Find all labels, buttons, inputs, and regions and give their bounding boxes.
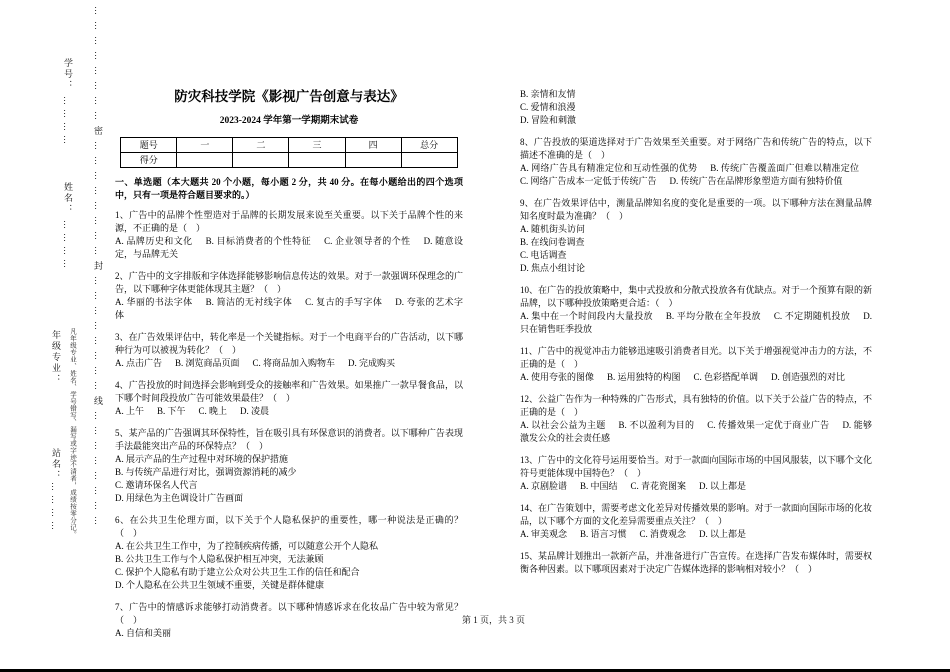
question-options (115, 405, 463, 418)
option: D. 能够激发公众的社会责任感 (520, 420, 872, 443)
question-options (520, 223, 872, 275)
question-stem: 5、某产品的广告强调其环保特性，旨在吸引具有环保意识的消费者。以下哪种广告表现手法最能突出产品的环保特点？（ ） (115, 428, 463, 451)
option: D. 以上都是 (699, 529, 747, 539)
student-id-label: 学号： (63, 58, 73, 91)
right-column (520, 88, 872, 585)
option: D. 冒险和刺激 (520, 115, 576, 125)
option: C. 网络广告成本一定低于传统广告 (520, 176, 657, 186)
option: C. 色彩搭配单调 (693, 372, 759, 382)
option: D. 以上都是 (699, 481, 747, 491)
name-write-line: ………… (62, 220, 72, 272)
option: C. 爱情和浪漫 (520, 102, 576, 112)
option: A. 点击广告 (115, 358, 162, 368)
question (520, 88, 872, 127)
question (115, 514, 463, 592)
question-options (115, 235, 463, 261)
question (520, 550, 872, 576)
site-name-label: 站名： (51, 448, 61, 481)
option: B. 在线问卷调查 (520, 237, 585, 247)
option: A. 华丽的书法字体 (115, 297, 193, 307)
question-stem: 15、某品牌计划推出一款新产品，并准备进行广告宣传。在选择广告发布媒体时，需要权衡各种因素。以下哪项因素对于决定广告媒体选择的影响相对较小？（ ） (520, 551, 872, 574)
score-table (120, 137, 458, 168)
option: D. 凌晨 (240, 406, 270, 416)
question-options (115, 357, 463, 370)
question-stem: 3、在广告效果评估中，转化率是一个关键指标。对于一个电商平台的广告活动，以下哪种行为可以被视为转化？（ ） (115, 332, 463, 355)
question-stem: 2、广告中的文字排版和字体选择能够影响信息传达的效果。对于一款强调环保理念的广告，以下哪种字体更能体现其主题？（ ） (115, 271, 463, 294)
score-header-cell: 三 (289, 138, 345, 153)
question-stem: 14、在广告策划中，需要考虑文化差异对传播效果的影响。对于一款面向国际市场的化妆品，以下哪个方面的文化差异需要重点关注？（ ） (520, 503, 872, 526)
option: C. 晚上 (198, 406, 228, 416)
question (115, 270, 463, 322)
question (520, 284, 872, 336)
score-header-cell: 总分 (401, 138, 457, 153)
option: B. 中国结 (580, 481, 618, 491)
score-empty-cell (345, 153, 401, 168)
question (520, 454, 872, 493)
question-stem: 12、公益广告作为一种特殊的广告形式，具有独特的价值。以下关于公益广告的特点，不正确的是（ ） (520, 394, 872, 417)
question (520, 393, 872, 445)
option: B. 不以盈利为目的 (618, 420, 695, 430)
question-options (520, 371, 872, 384)
question-stem: 4、广告投放的时间选择会影响到受众的接触率和广告效果。如果推广一款早餐食品，以下哪个时间段投放广告可能效果最佳？（ ） (115, 380, 463, 403)
score-empty-cell (233, 153, 289, 168)
question-stem: 8、广告投放的渠道选择对于广告效果至关重要。对于网络广告和传统广告的特点，以下描述不准确的是（ ） (520, 137, 872, 160)
question-options (520, 88, 872, 127)
exam-subtitle: 2023-2024 学年第一学期期末试卷 (219, 116, 359, 126)
zero-score-warning: 凡年级专业、姓名、学号错写、漏写或字迹不清者，成绩按零分记。 (69, 328, 76, 538)
option: C. 电话调查 (520, 250, 567, 260)
option: B. 与传统产品进行对比，强调资源消耗的减少 (115, 467, 297, 477)
option: D. 用绿色为主色调设计广告画面 (115, 493, 244, 503)
option: B. 简洁的无衬线字体 (205, 297, 293, 307)
option: C. 将商品加入购物车 (252, 358, 336, 368)
score-row-label: 得分 (121, 153, 177, 168)
site-name-write-line: ………… (50, 482, 60, 534)
option: C. 青花瓷图案 (630, 481, 687, 491)
score-table-score-row (121, 153, 458, 168)
option: B. 平均分散在全年投放 (665, 311, 761, 321)
option: C. 复古的手写字体 (305, 297, 383, 307)
question-options (115, 540, 463, 592)
score-table-header-row (121, 138, 458, 153)
option: A. 使用夸张的图像 (520, 372, 594, 382)
left-column (115, 88, 463, 649)
option: A. 京剧脸谱 (520, 481, 567, 491)
questions-left (115, 209, 463, 640)
question-stem: 9、在广告效果评估中，测量品牌知名度的变化是重要的一项。以下哪种方法在测量品牌知名度时最为准确？（ ） (520, 198, 872, 221)
option: A. 展示产品的生产过程中对环境的保护措施 (115, 454, 289, 464)
question-options (520, 480, 872, 493)
question-stem: 1、广告中的品牌个性塑造对于品牌的长期发展来说至关重要。以下关于品牌个性的来源，不正确的是（ ） (115, 210, 463, 233)
question-stem: 6、在公共卫生伦理方面，以下关于个人隐私保护的重要性，哪一种说法是正确的？（ ） (115, 515, 463, 538)
option: D. 个人隐私在公共卫生领域不重要，关键是群体健康 (115, 580, 325, 590)
option: B. 目标消费者的个性特征 (205, 236, 312, 246)
option: B. 运用独特的构图 (607, 372, 681, 382)
option: A. 随机街头访问 (520, 224, 585, 234)
option: D. 创造强烈的对比 (771, 372, 846, 382)
question-stem: 13、广告中的文化符号运用要恰当。对于一款面向国际市场的中国风服装，以下哪个文化符号更能体现中国特色？（ ） (520, 455, 872, 478)
question (115, 331, 463, 370)
score-header-cell: 四 (345, 138, 401, 153)
option: C. 不定期随机投放 (773, 311, 851, 321)
option: B. 语言习惯 (580, 529, 627, 539)
question (520, 197, 872, 275)
question (520, 136, 872, 188)
option: A. 上午 (115, 406, 144, 416)
score-header-cell: 题号 (121, 138, 177, 153)
exam-title: 防灾科技学院《影视广告创意与表达》 (174, 89, 404, 104)
option: C. 邀请环保名人代言 (115, 480, 198, 490)
option: C. 保护个人隐私有助于建立公众对公共卫生工作的信任和配合 (115, 567, 360, 577)
option: A. 在公共卫生工作中，为了控制疾病传播，可以随意公开个人隐私 (115, 541, 379, 551)
score-header-cell: 二 (233, 138, 289, 153)
option: A. 网络广告具有精准定位和互动性强的优势 (520, 163, 698, 173)
question-stem: 11、广告中的视觉冲击力能够迅速吸引消费者目光。以下关于增强视觉冲击力的方法，不正确的是（ ） (520, 346, 872, 369)
question (520, 345, 872, 384)
option: A. 品牌历史和文化 (115, 236, 193, 246)
option: A. 以社会公益为主题 (520, 420, 606, 430)
option: C. 传播效果一定优于商业广告 (707, 420, 830, 430)
option: A. 集中在一个时间段内大量投放 (520, 311, 653, 321)
option: D. 只在销售旺季投放 (520, 311, 872, 334)
question-options (115, 453, 463, 505)
option: C. 企业领导者的个性 (324, 236, 411, 246)
option: A. 审美观念 (520, 529, 567, 539)
grade-major-label: 年级专业： (51, 330, 61, 385)
question (115, 209, 463, 261)
score-empty-cell (177, 153, 233, 168)
section-heading: 一、单选题（本大题共 20 个小题，每小题 2 分，共 40 分。在每小题给出的四个选项中，只有一项是符合题目要求的。） (115, 177, 463, 200)
option: D. 夸张的艺术字体 (115, 297, 463, 320)
score-empty-cell (401, 153, 457, 168)
option: D. 完成购买 (348, 358, 396, 368)
question-options (520, 528, 872, 541)
option: D. 随意设定，与品牌无关 (115, 236, 463, 259)
page-footer: 第 1 页，共 3 页 (461, 615, 525, 625)
question-options (115, 627, 463, 640)
question-options (520, 310, 872, 336)
question-stem: 10、在广告的投放策略中，集中式投放和分散式投放各有优缺点。对于一个预算有限的新品牌，以下哪种投放策略更合适：（ ） (520, 285, 872, 308)
student-id-write-line: ………… (62, 96, 72, 148)
question (520, 502, 872, 541)
option: B. 公共卫生工作与个人隐私保护相互冲突，无法兼顾 (115, 554, 324, 564)
option: A. 自信和美丽 (115, 628, 171, 638)
question-options (520, 162, 872, 188)
question (115, 427, 463, 505)
score-header-cell: 一 (177, 138, 233, 153)
questions-right (520, 88, 872, 576)
name-label: 姓名： (63, 182, 73, 215)
question-stem: 7、广告中的情感诉求能够打动消费者。以下哪种情感诉求在化妆品广告中较为常见？（ ） (115, 602, 463, 625)
score-empty-cell (289, 153, 345, 168)
option: C. 消费观念 (639, 529, 687, 539)
question-options (520, 419, 872, 445)
option: D. 焦点小组讨论 (520, 263, 585, 273)
option: B. 亲情和友情 (520, 89, 576, 99)
question (115, 379, 463, 418)
option: D. 传统广告在品牌形象塑造方面有独特价值 (669, 176, 843, 186)
question-options (115, 296, 463, 322)
option: B. 浏览商品页面 (175, 358, 240, 368)
seal-line: ……………………密……………………封……………………线…………………… (93, 6, 103, 531)
option: B. 传统广告覆盖面广但难以精准定位 (710, 163, 859, 173)
option: B. 下午 (157, 406, 186, 416)
